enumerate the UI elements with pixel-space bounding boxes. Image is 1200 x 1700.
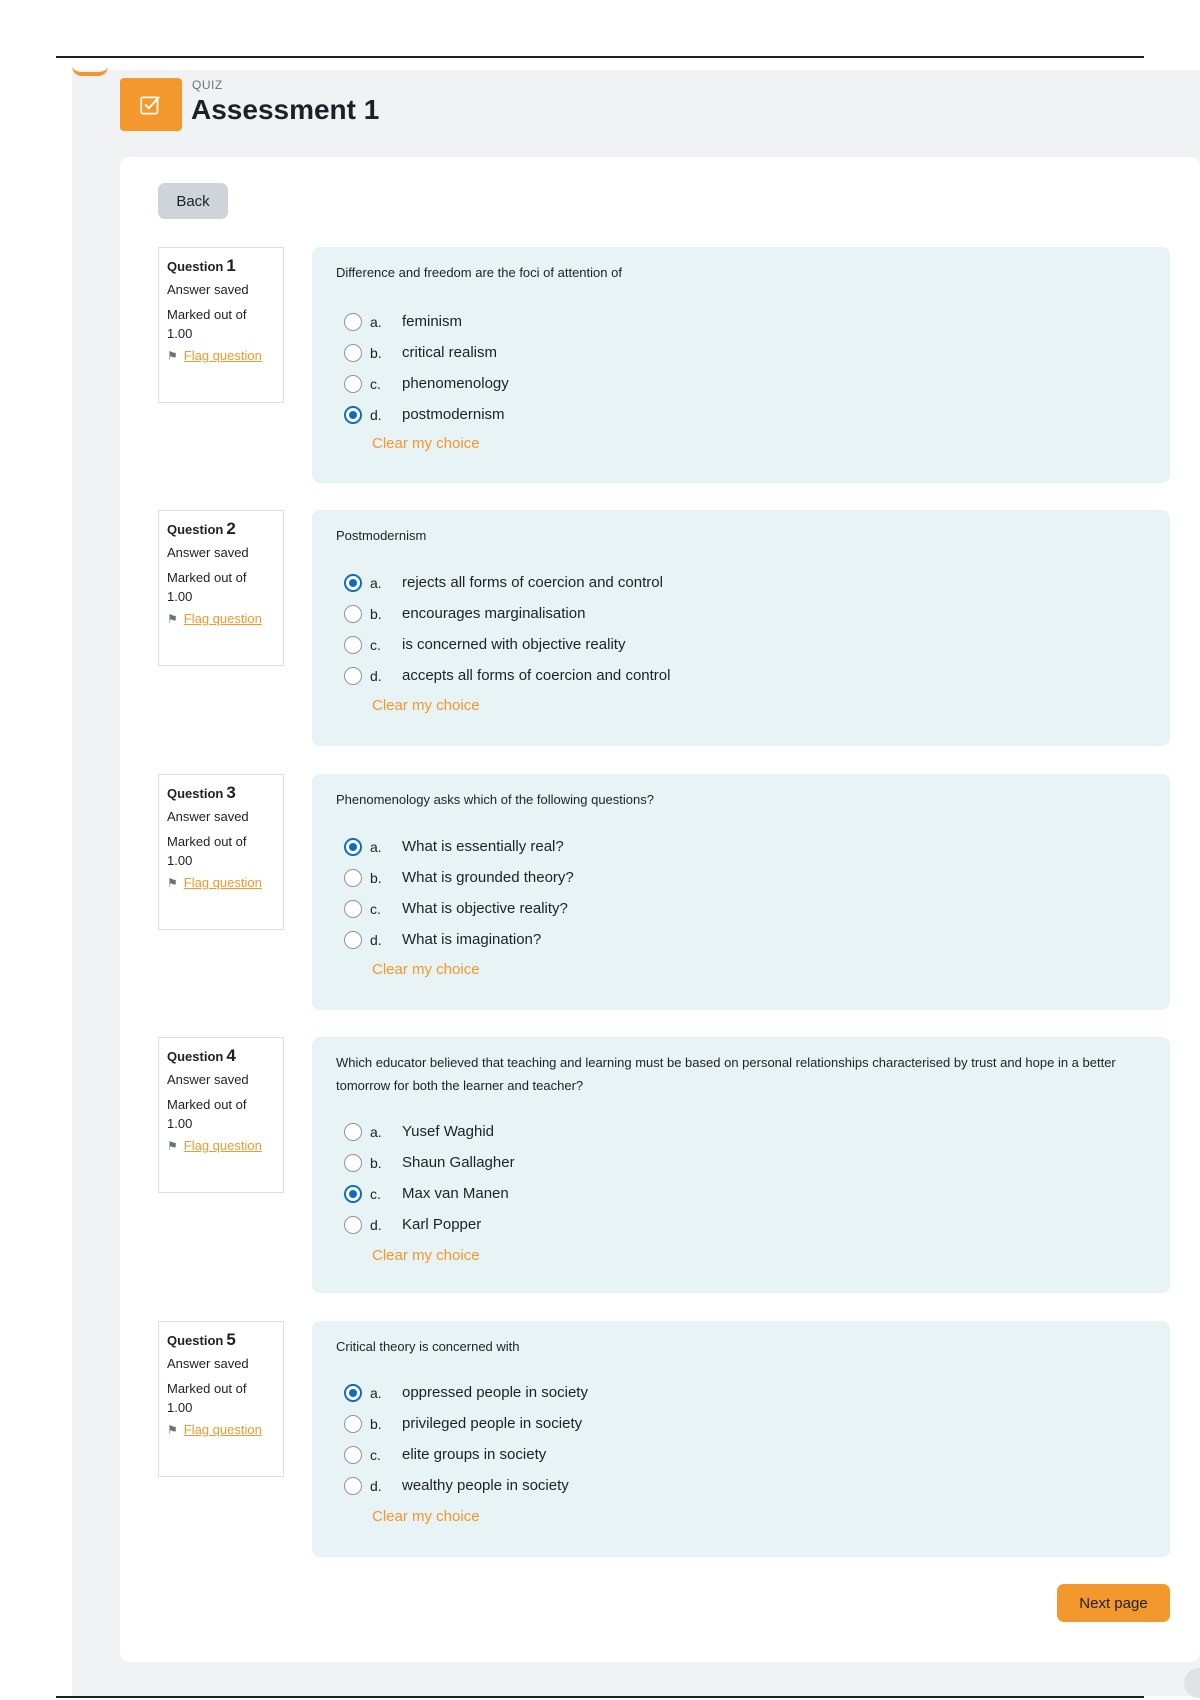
- answer-option[interactable]: [344, 567, 670, 598]
- radio-button[interactable]: [344, 605, 362, 623]
- question-content-4: [312, 1037, 1170, 1293]
- answer-text: accepts all forms of coercion and control: [402, 667, 671, 684]
- answer-letter: b.: [370, 1154, 382, 1171]
- flag-icon: ⚑: [167, 876, 178, 890]
- answer-text: Shaun Gallagher: [402, 1154, 515, 1171]
- answer-option[interactable]: [344, 831, 574, 862]
- question-label: Question: [167, 1049, 224, 1064]
- clear-choice-link[interactable]: Clear my choice: [372, 961, 480, 978]
- flag-icon: ⚑: [167, 1423, 178, 1437]
- flag-question-link[interactable]: Flag question: [183, 1138, 262, 1153]
- answer-letter: b.: [370, 605, 382, 622]
- flag-question-link[interactable]: Flag question: [183, 875, 262, 890]
- answer-option[interactable]: [344, 924, 574, 955]
- quiz-icon: [120, 78, 182, 131]
- answer-letter: a.: [370, 574, 382, 591]
- answer-option[interactable]: [344, 893, 574, 924]
- answer-option[interactable]: [344, 1209, 515, 1240]
- flag-question[interactable]: [167, 1421, 275, 1439]
- answer-list: [344, 1377, 588, 1501]
- answer-text: Max van Manen: [402, 1185, 509, 1202]
- accent-decoration: [72, 66, 108, 76]
- answer-text: is concerned with objective reality: [402, 636, 626, 653]
- answer-letter: c.: [370, 636, 381, 653]
- question-number-value: 2: [226, 519, 236, 538]
- question-number: [167, 256, 275, 276]
- answer-letter: d.: [370, 931, 382, 948]
- question-grade: Marked out of 1.00: [167, 1381, 247, 1415]
- answer-option[interactable]: [344, 629, 670, 660]
- radio-button[interactable]: [344, 1154, 362, 1172]
- clear-choice-link[interactable]: Clear my choice: [372, 1247, 480, 1264]
- answer-letter: c.: [370, 900, 381, 917]
- question-state: Answer saved: [167, 282, 249, 297]
- radio-button[interactable]: [344, 900, 362, 918]
- answer-letter: b.: [370, 344, 382, 361]
- flag-icon: ⚑: [167, 612, 178, 626]
- question-text: Critical theory is concerned with: [336, 1339, 520, 1354]
- question-number: [167, 1046, 275, 1066]
- question-grade: Marked out of 1.00: [167, 570, 247, 604]
- answer-text: What is objective reality?: [402, 900, 568, 917]
- radio-button[interactable]: [344, 931, 362, 949]
- clear-choice-link[interactable]: Clear my choice: [372, 435, 480, 452]
- answer-option[interactable]: [344, 1439, 588, 1470]
- radio-button[interactable]: [344, 1477, 362, 1495]
- question-number-value: 4: [226, 1046, 236, 1065]
- answer-text: What is grounded theory?: [402, 869, 574, 886]
- answer-text: rejects all forms of coercion and control: [402, 574, 663, 591]
- radio-button[interactable]: [344, 636, 362, 654]
- answer-option[interactable]: [344, 1408, 588, 1439]
- question-number: [167, 1330, 275, 1350]
- question-info-3: [158, 774, 284, 930]
- question-number: [167, 783, 275, 803]
- question-label: Question: [167, 786, 224, 801]
- answer-letter: a.: [370, 313, 382, 330]
- answer-text: Yusef Waghid: [402, 1123, 494, 1140]
- radio-button-selected[interactable]: [344, 1185, 362, 1203]
- answer-option[interactable]: [344, 399, 509, 430]
- question-text: Phenomenology asks which of the following questions?: [336, 792, 654, 807]
- question-info-5: [158, 1321, 284, 1477]
- radio-button[interactable]: [344, 667, 362, 685]
- question-grade: Marked out of 1.00: [167, 307, 247, 341]
- question-label: Question: [167, 259, 224, 274]
- flag-question[interactable]: [167, 874, 275, 892]
- question-info-2: [158, 510, 284, 666]
- clear-choice-link[interactable]: Clear my choice: [372, 697, 480, 714]
- answer-option[interactable]: [344, 598, 670, 629]
- radio-button[interactable]: [344, 1123, 362, 1141]
- question-text: Difference and freedom are the foci of attention of: [336, 265, 622, 280]
- answer-letter: a.: [370, 1384, 382, 1401]
- answer-option[interactable]: [344, 1377, 588, 1408]
- bottom-divider: [56, 1696, 1144, 1698]
- answer-list: [344, 306, 509, 430]
- answer-text: What is essentially real?: [402, 838, 564, 855]
- radio-button[interactable]: [344, 344, 362, 362]
- flag-question-link[interactable]: Flag question: [183, 1422, 262, 1437]
- question-text: Which educator believed that teaching and learning must be based on personal relationships characterised by trust and hope in a better tomorrow for both the learner and teacher?: [336, 1055, 1116, 1093]
- answer-list: [344, 1116, 515, 1240]
- answer-list: [344, 831, 574, 955]
- radio-button-selected[interactable]: [344, 838, 362, 856]
- answer-option[interactable]: [344, 337, 509, 368]
- page-title: Assessment 1: [191, 94, 380, 125]
- answer-text: oppressed people in society: [402, 1384, 588, 1401]
- flag-icon: ⚑: [167, 1139, 178, 1153]
- answer-text: feminism: [402, 313, 463, 330]
- next-page-button[interactable]: Next page: [1057, 1584, 1170, 1622]
- flag-question[interactable]: [167, 347, 275, 365]
- question-number-value: 5: [226, 1330, 236, 1349]
- clear-choice-link[interactable]: Clear my choice: [372, 1508, 480, 1525]
- answer-letter: b.: [370, 1415, 382, 1432]
- answer-letter: d.: [370, 406, 382, 423]
- radio-button-selected[interactable]: [344, 1384, 362, 1402]
- answer-text: Karl Popper: [402, 1216, 482, 1233]
- answer-letter: a.: [370, 1123, 382, 1140]
- flag-icon: ⚑: [167, 349, 178, 363]
- radio-button[interactable]: [344, 1216, 362, 1234]
- answer-letter: c.: [370, 375, 381, 392]
- question-content-2: [312, 510, 1170, 746]
- question-info-1: [158, 247, 284, 403]
- answer-text: elite groups in society: [402, 1446, 547, 1463]
- answer-text: encourages marginalisation: [402, 605, 586, 622]
- answer-letter: c.: [370, 1446, 381, 1463]
- question-info-4: [158, 1037, 284, 1193]
- module-type-label: QUIZ: [192, 78, 223, 92]
- radio-button[interactable]: [344, 375, 362, 393]
- answer-option[interactable]: [344, 1116, 515, 1147]
- answer-letter: a.: [370, 838, 382, 855]
- answer-letter: d.: [370, 667, 382, 684]
- question-state: Answer saved: [167, 809, 249, 824]
- answer-text: What is imagination?: [402, 931, 542, 948]
- question-number-value: 1: [226, 256, 236, 275]
- back-button[interactable]: Back: [158, 183, 228, 219]
- answer-letter: d.: [370, 1216, 382, 1233]
- radio-button[interactable]: [344, 1415, 362, 1433]
- radio-button[interactable]: [344, 869, 362, 887]
- answer-option[interactable]: [344, 1470, 588, 1501]
- question-number-value: 3: [226, 783, 236, 802]
- answer-list: [344, 567, 670, 691]
- answer-text: postmodernism: [402, 406, 505, 423]
- question-content-3: [312, 774, 1170, 1010]
- answer-option[interactable]: [344, 1178, 515, 1209]
- radio-button[interactable]: [344, 313, 362, 331]
- flag-question[interactable]: [167, 610, 275, 628]
- answer-letter: d.: [370, 1477, 382, 1494]
- answer-letter: c.: [370, 1185, 381, 1202]
- answer-option[interactable]: [344, 368, 509, 399]
- question-number: [167, 519, 275, 539]
- question-label: Question: [167, 1333, 224, 1348]
- question-text: Postmodernism: [336, 528, 427, 543]
- radio-button-selected[interactable]: [344, 574, 362, 592]
- question-content-1: [312, 247, 1170, 483]
- question-content-5: [312, 1321, 1170, 1557]
- answer-option[interactable]: [344, 1147, 515, 1178]
- answer-text: phenomenology: [402, 375, 509, 392]
- question-state: Answer saved: [167, 1072, 249, 1087]
- flag-question-link[interactable]: Flag question: [183, 348, 262, 363]
- answer-letter: b.: [370, 869, 382, 886]
- answer-option[interactable]: [344, 660, 670, 691]
- top-divider: [56, 56, 1144, 58]
- answer-text: privileged people in society: [402, 1415, 583, 1432]
- answer-option[interactable]: [344, 306, 509, 337]
- question-state: Answer saved: [167, 545, 249, 560]
- edit-checkbox-icon: [138, 92, 164, 118]
- question-label: Question: [167, 522, 224, 537]
- question-grade: Marked out of 1.00: [167, 834, 247, 868]
- radio-button[interactable]: [344, 1446, 362, 1464]
- radio-button-selected[interactable]: [344, 406, 362, 424]
- flag-question[interactable]: [167, 1137, 275, 1155]
- answer-text: critical realism: [402, 344, 498, 361]
- flag-question-link[interactable]: Flag question: [183, 611, 262, 626]
- question-state: Answer saved: [167, 1356, 249, 1371]
- answer-option[interactable]: [344, 862, 574, 893]
- answer-text: wealthy people in society: [402, 1477, 569, 1494]
- question-grade: Marked out of 1.00: [167, 1097, 247, 1131]
